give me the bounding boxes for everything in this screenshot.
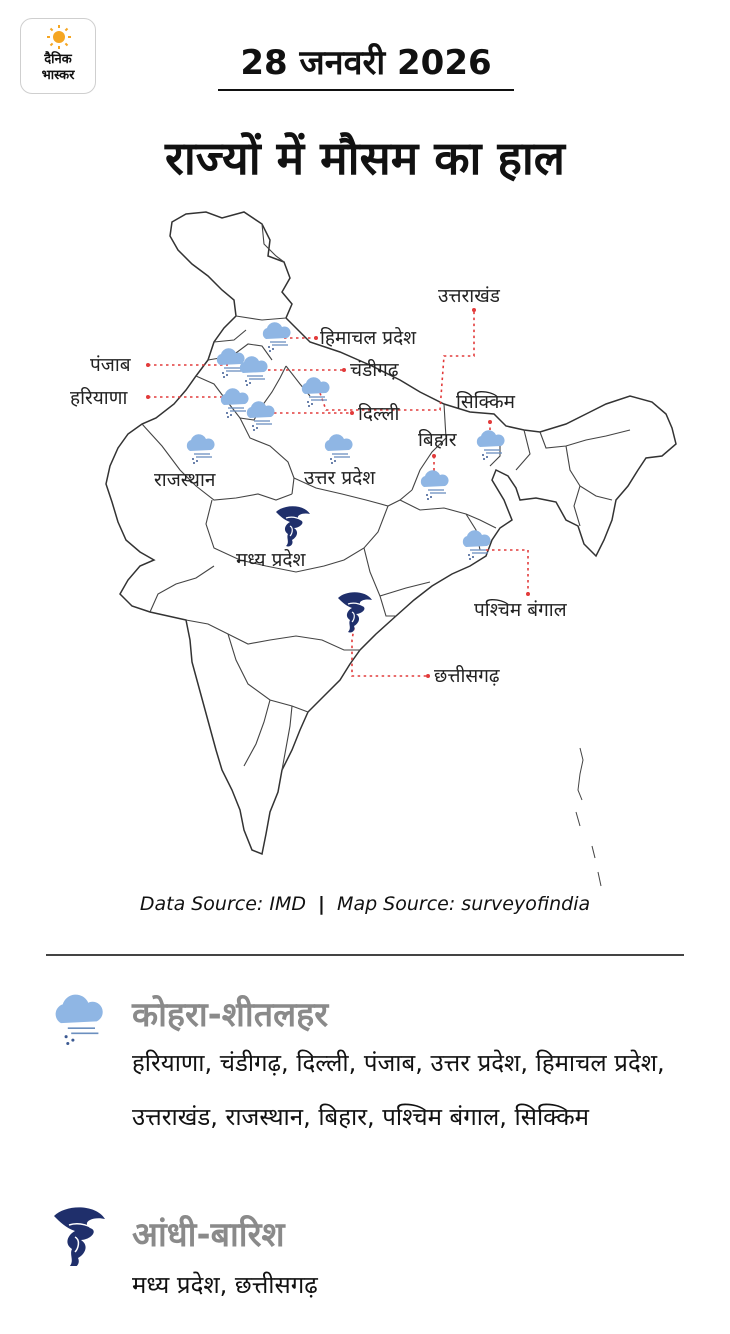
storm-rain-icon [48, 1206, 108, 1266]
label-sikkim: सिक्किम [456, 391, 515, 413]
storm-icon-madhya-pradesh [276, 506, 310, 546]
fog-icon-himachal [263, 322, 291, 352]
label-uttar-pradesh: उत्तर प्रदेश [304, 467, 376, 489]
legend-divider [46, 954, 684, 956]
label-rajasthan: राजस्थान [154, 469, 216, 491]
fog-icon-rajasthan [187, 434, 215, 464]
storm-icon-chhattisgarh [338, 592, 372, 632]
legend-fog-title: कोहरा-शीतलहर [132, 995, 329, 1035]
source-credit [0, 893, 730, 915]
map-source: Map Source: surveyofindia [337, 893, 591, 915]
label-punjab: पंजाब [90, 354, 131, 376]
label-west-bengal: पश्चिम बंगाल [474, 599, 567, 621]
label-himachal-pradesh: हिमाचल प्रदेश [320, 327, 417, 349]
logo-line-1: दैनिक [44, 52, 72, 67]
label-haryana: हरियाणा [70, 387, 128, 409]
india-outline [106, 212, 676, 854]
fog-icon-uttar-pradesh [325, 434, 353, 464]
fog-icon-uttarakhand [302, 377, 330, 407]
label-uttarakhand: उत्तराखंड [438, 285, 500, 307]
logo-line-2: भास्कर [41, 68, 75, 83]
fog-icon-punjab [217, 348, 245, 378]
fog-coldwave-icon [52, 994, 104, 1046]
label-chhattisgarh: छत्तीसगढ़ [434, 665, 500, 687]
fog-icon-delhi [247, 401, 275, 431]
page-title: राज्यों में मौसम का हाल [165, 131, 565, 185]
label-madhya-pradesh: मध्य प्रदेश [236, 549, 306, 571]
legend-storm-states: मध्य प्रदेश, छत्तीसगढ़ [132, 1271, 318, 1299]
legend-fog-states: हरियाणा, चंडीगढ़, दिल्ली, पंजाब, उत्तर प्रदेश, हिमाचल प्रदेश, उत्तराखंड, राजस्थान, बिहार, पश्चिम बंगाल, सिक्किम [132, 1049, 665, 1131]
state-borders [142, 224, 630, 770]
fog-icon-haryana [221, 388, 249, 418]
source-separator: | [318, 893, 325, 915]
legend-storm-title: आंधी-बारिश [132, 1215, 285, 1255]
andaman-nicobar-islands [576, 748, 601, 886]
fog-icon-bihar [421, 470, 449, 500]
label-bihar: बिहार [418, 429, 457, 451]
label-chandigarh: चंडीगढ़ [350, 359, 399, 381]
label-delhi: दिल्ली [358, 403, 400, 425]
report-date: 28 जनवरी 2026 [240, 43, 492, 83]
data-source: Data Source: IMD [139, 893, 306, 915]
